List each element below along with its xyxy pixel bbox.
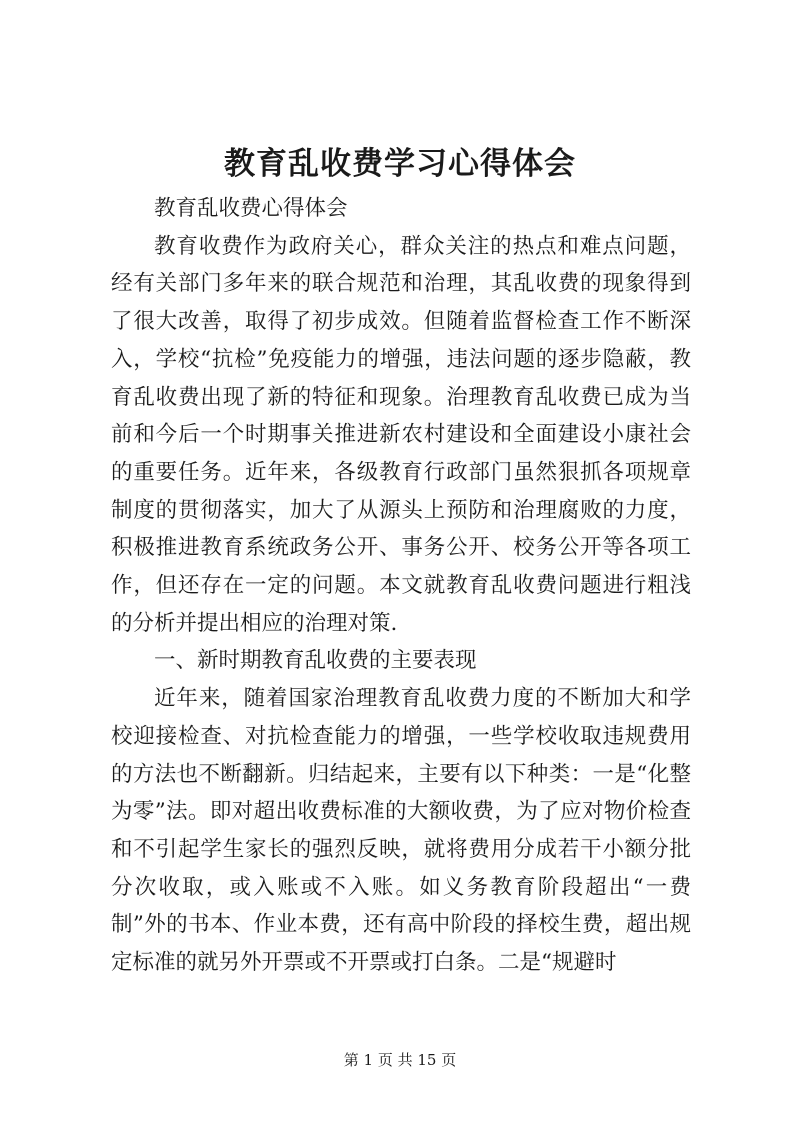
paragraph-body: 近年来，随着国家治理教育乱收费力度的不断加大和学校迎接检查、对抗检查能力的增强，一些学校收取违规费用的方法也不断翻新。归结起来，主要有以下种类：一是“化整为零”法。即对超出收费标准的大额收费，为了应对物价检查和不引起学生家长的强烈反映，就将费用分成若干小额分批分次收取，或入账或不入账。如义务教育阶段超出“一费制”外的书本、作业本费，还有高中阶段的择校生费，超出规定标准的就另外开票或不开票或打白条。二是“规避时	[111, 686, 691, 976]
document-title: 教育乱收费学习心得体会	[224, 146, 576, 182]
paragraph-subtitle: 教育乱收费心得体会	[154, 196, 348, 221]
section-heading: 一、新时期教育乱收费的主要表现	[154, 648, 477, 674]
document-body	[111, 190, 691, 982]
paragraph-intro: 教育收费作为政府关心，群众关注的热点和难点问题，经有关部门多年来的联合规范和治理，其乱收费的现象得到了很大改善，取得了初步成效。但随着监督检查工作不断深入，学校“抗检”免疫能力的增强，违法问题的逐步隐蔽，教育乱收费出现了新的特征和现象。治理教育乱收费已成为当前和今后一个时期事关推进新农村建设和全面建设小康社会的重要任务。近年来，各级教育行政部门虽然狠抓各项规章制度的贯彻落实，加大了从源头上预防和治理腐败的力度，积极推进教育系统政务公开、事务公开、校务公开等各项工作，但还存在一定的问题。本文就教育乱收费问题进行粗浅的分析并提出相应的治理对策.	[111, 233, 691, 636]
page-number-footer: 第 1 页 共 15 页	[343, 1051, 457, 1069]
